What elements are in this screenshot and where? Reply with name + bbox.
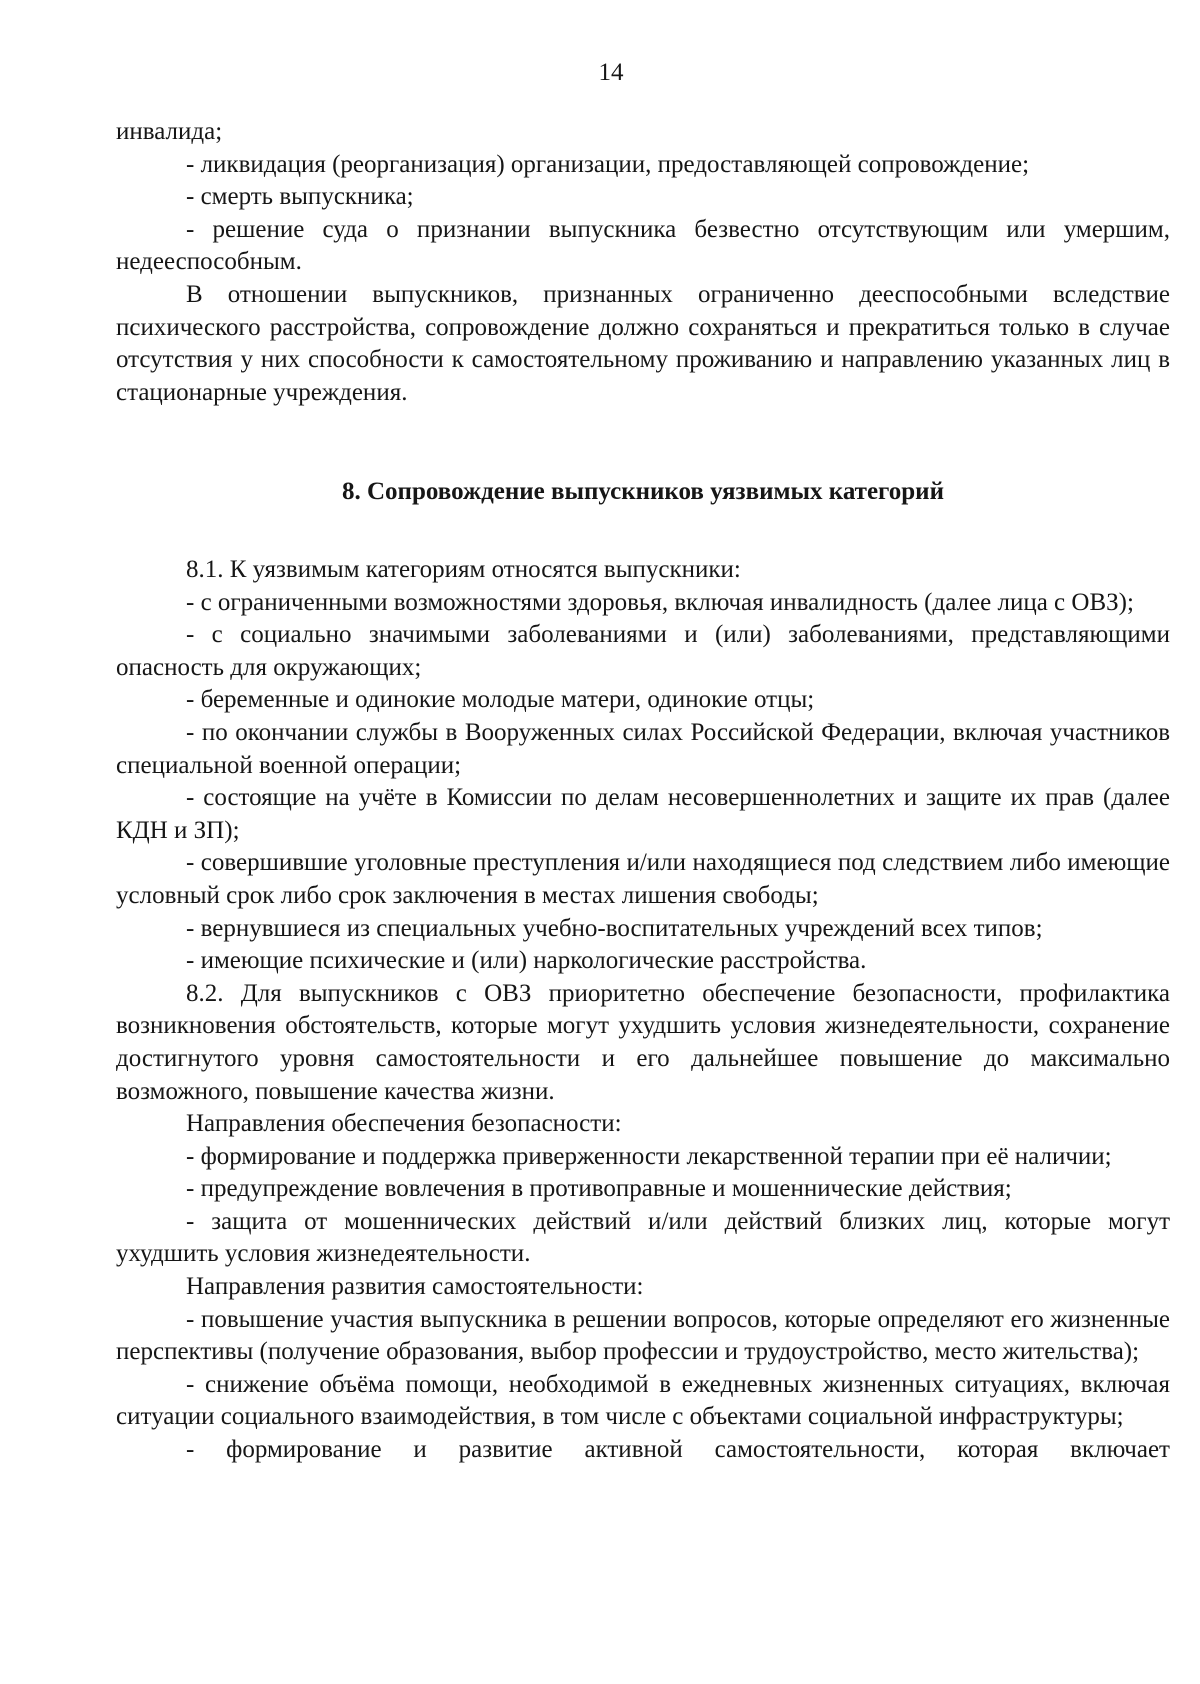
list-item: - ликвидация (реорганизация) организации, предоставляющей сопровождение; [186,150,1030,178]
list-item: - предупреждение вовлечения в противоправные и мошеннические действия; [186,1175,1012,1203]
list-item: - с социально значимыми заболеваниями и (или) заболеваниями, представляющими опасность для окружающих; [116,621,1170,681]
list-item: - совершившие уголовные преступления и/или находящиеся под следствием либо имеющие условный срок либо срок заключения в местах лишения свободы; [116,849,1170,909]
list-item: - по окончании службы в Вооруженных силах Российской Федерации, включая участников специальной военной операции; [116,718,1170,779]
paragraph: 8.2. Для выпускников с ОВЗ приоритетно обеспечение безопасности, профилактика возникновения обстоятельств, которые могут ухудшить условия жизнедеятельности, сохранение достигнутого уровня самостоятельности и его дальнейшее повышение до максимально возможного, повышение качества жизни. [116,979,1170,1105]
list-item: - с ограниченными возможностями здоровья, включая инвалидность (далее лица с ОВЗ); [186,588,1134,616]
paragraph: Направления обеспечения безопасности: [186,1110,622,1138]
paragraph: Направления развития самостоятельности: [186,1273,644,1301]
page-number: 14 [598,59,624,86]
paragraph: инвалида; [116,118,223,145]
list-item: - повышение участия выпускника в решении вопросов, которые определяют его жизненные перспективы (получение образования, выбор профессии и трудоустройство, место жительства); [116,1305,1170,1366]
section-text-block [116,554,1170,1467]
paragraph: 8.1. К уязвимым категориям относятся выпускники: [186,556,741,583]
list-item: - беременные и одинокие молодые матери, одинокие отцы; [186,686,815,714]
list-item: - формирование и поддержка приверженности лекарственной терапии при её наличии; [186,1142,1112,1170]
list-item: - снижение объёма помощи, необходимой в ежедневных жизненных ситуациях, включая ситуации социального взаимодействия, в том числе с объектами социальной инфраструктуры; [116,1370,1170,1431]
top-text-block [116,116,1170,409]
list-item: - имеющие психические и (или) наркологические расстройства. [186,947,867,975]
list-item: - смерть выпускника; [186,183,414,211]
list-item: - состоящие на учёте в Комиссии по делам несовершеннолетних и защите их прав (далее КДН и ЗП); [116,784,1170,844]
paragraph: В отношении выпускников, признанных ограниченно дееспособными вследствие психического расстройства, сопровождение должно сохраняться и прекратиться только в случае отсутствия у них способности к самостоятельному проживанию и направлению указанных лиц в стационарные учреждения. [116,280,1170,406]
list-item: - вернувшиеся из специальных учебно-воспитательных учреждений всех типов; [186,914,1043,942]
section-heading: 8. Сопровождение выпускников уязвимых категорий [342,478,944,505]
list-item: - формирование и развитие активной самостоятельности, которая включает [186,1436,1170,1464]
list-item: - решение суда о признании выпускника безвестно отсутствующим или умершим, недееспособным. [116,215,1170,276]
list-item: - защита от мошеннических действий и/или действий близких лиц, которые могут ухудшить условия жизнедеятельности. [116,1207,1170,1268]
